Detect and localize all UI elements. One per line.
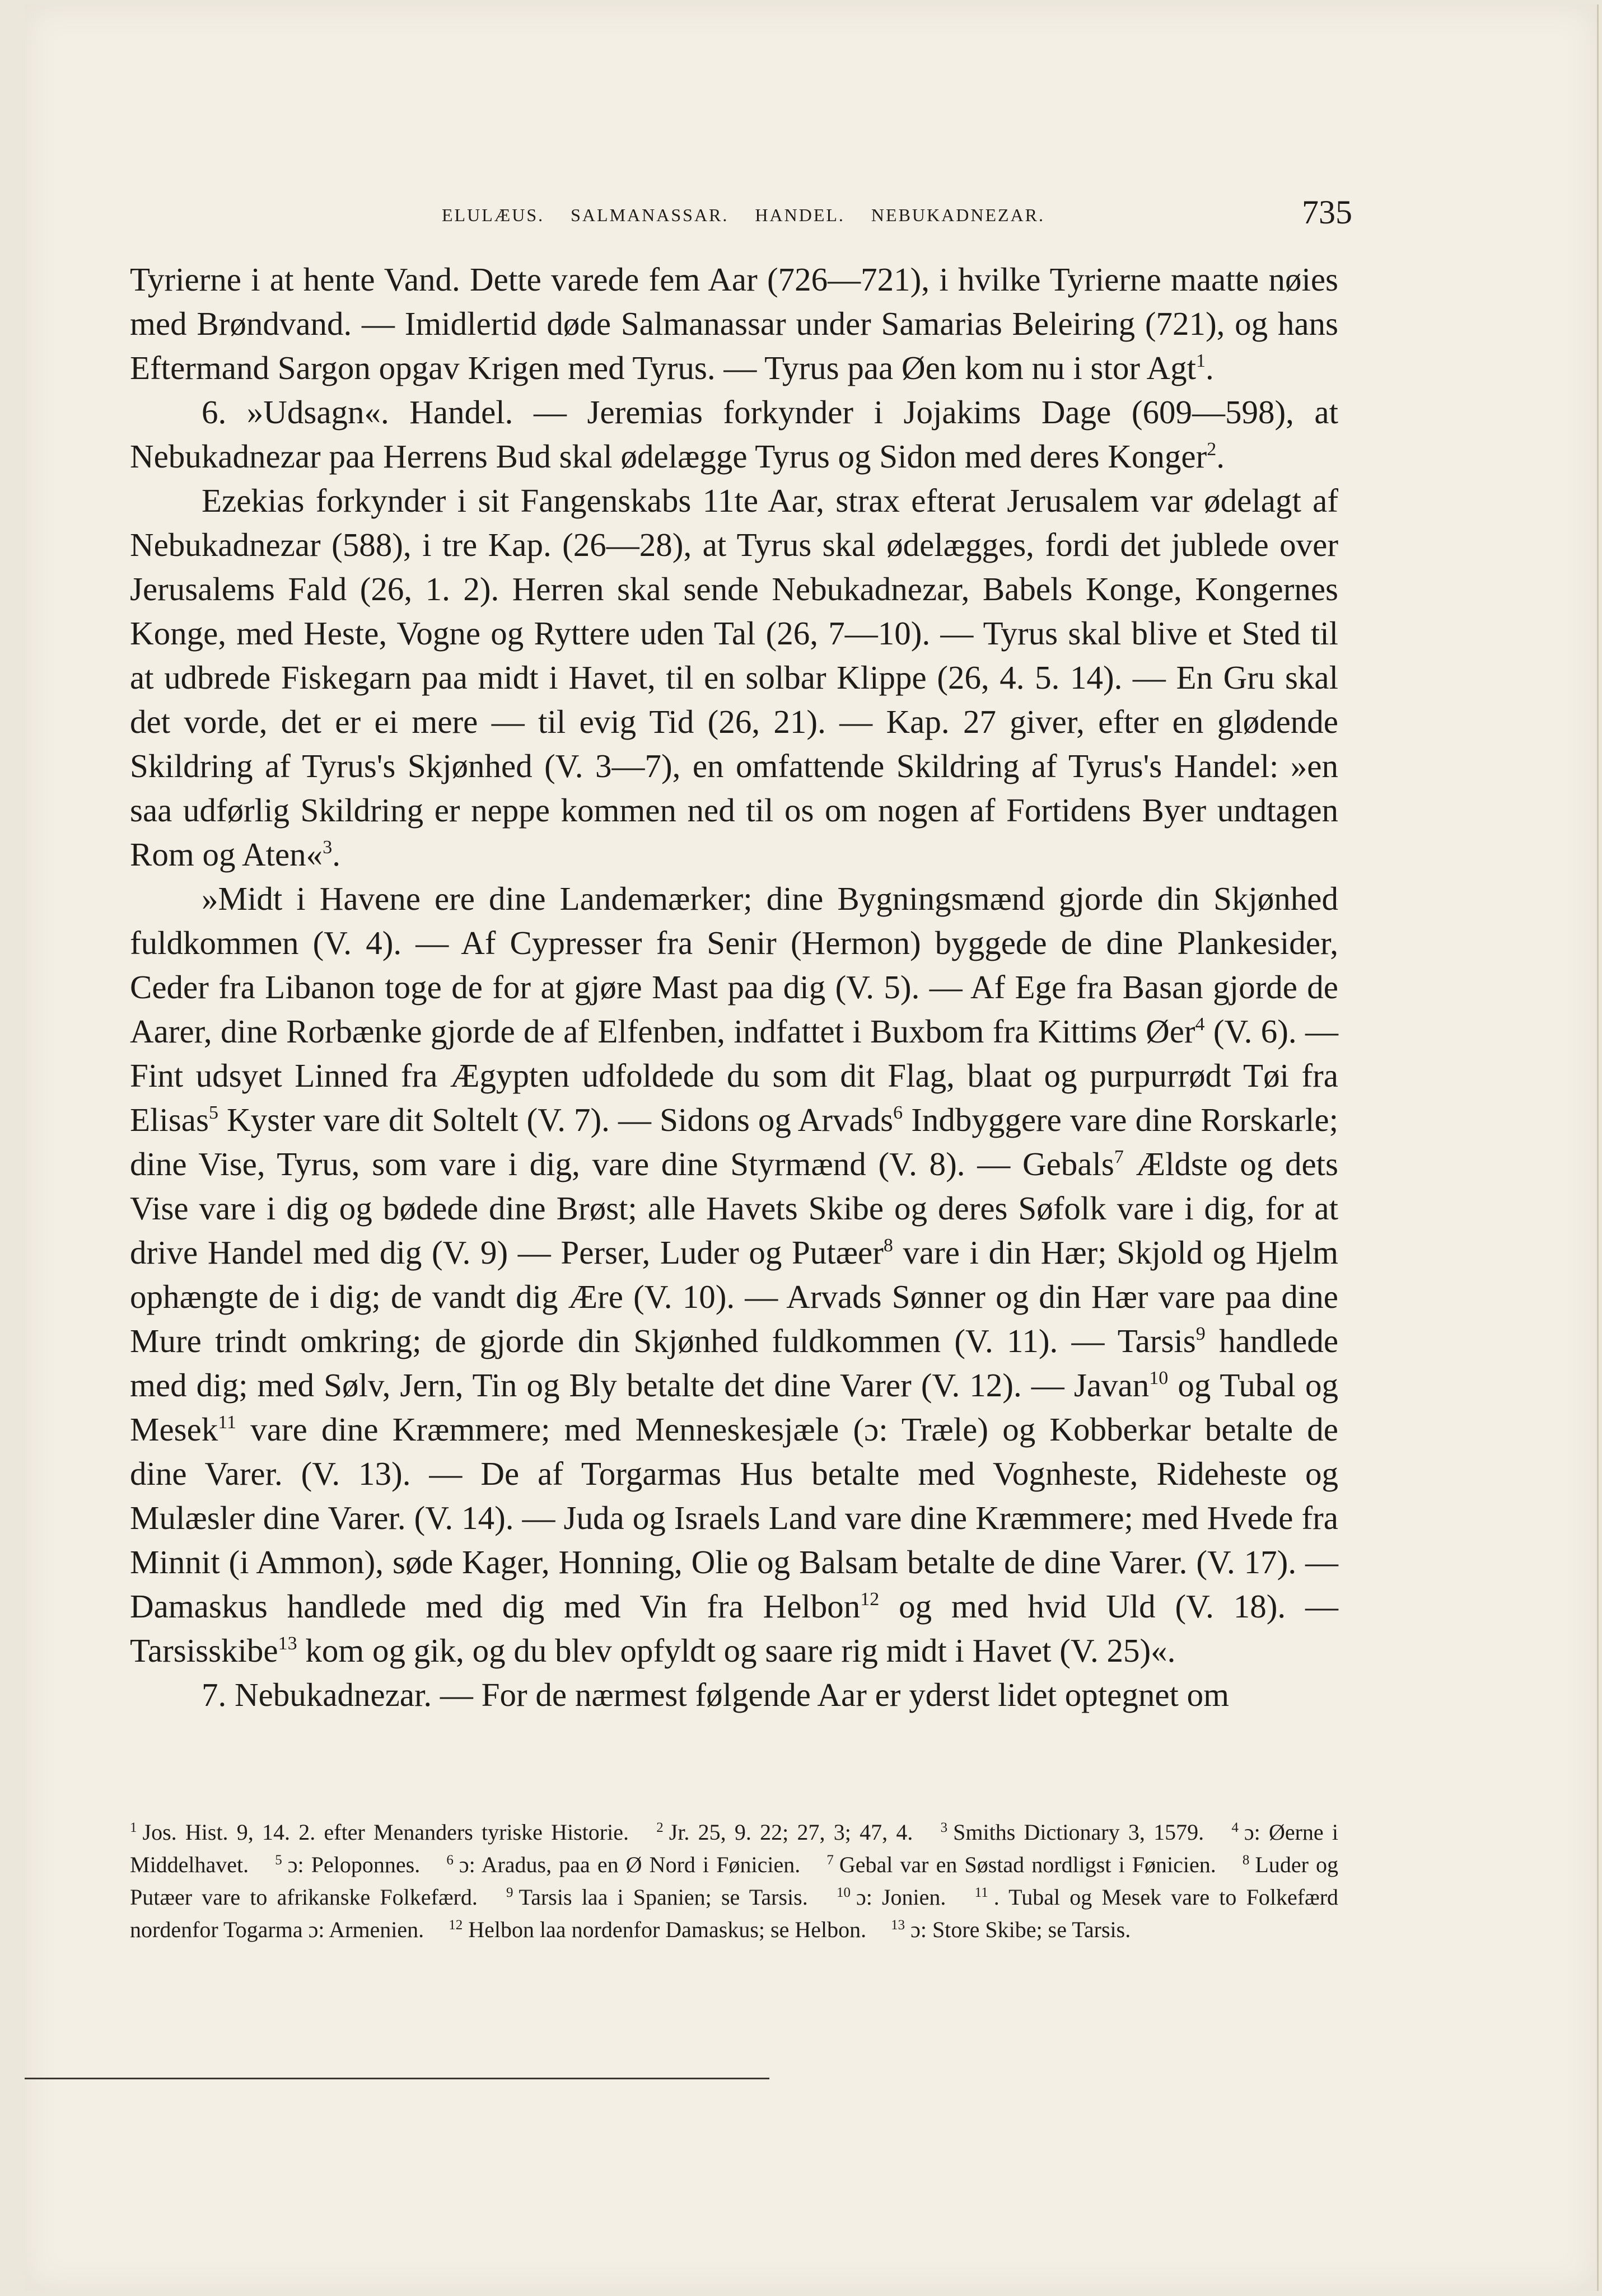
footnote-number: 8 bbox=[1242, 1853, 1250, 1868]
footnote-number: 7 bbox=[826, 1853, 834, 1868]
footnote bbox=[891, 1917, 1131, 1942]
page-number: 735 bbox=[1302, 194, 1352, 231]
paragraph-text: og med hvid Uld (V. 18). — Tarsisskibe bbox=[130, 1588, 1338, 1669]
paragraph bbox=[130, 1673, 1338, 1717]
footnote-number: 11 bbox=[974, 1885, 988, 1900]
footnote-ref: 12 bbox=[860, 1589, 880, 1610]
paragraph-text: 6. »Udsagn«. Handel. — Jeremias forkynder i Jojakims Dage (609—598), at Nebukadnezar paa Herrens Bud skal ødelægge Tyrus og Sidon med deres Konger bbox=[130, 394, 1338, 475]
paragraph-text: (V. 6). — Fint udsyet Linned fra Ægypten udfoldede du som dit Flag, blaat og purpurrødt Tøi fra Elisas bbox=[130, 1013, 1338, 1138]
footnote-text: ɔ: Jonien. bbox=[856, 1885, 946, 1910]
footnote-number: 4 bbox=[1231, 1820, 1239, 1835]
footnote bbox=[826, 1852, 1216, 1877]
paragraph-text: Indbyggere vare dine Rorskarle; dine Vise, Tyrus, som vare i dig, vare dine Styrmænd (V. 8). — Gebals bbox=[130, 1101, 1338, 1182]
footnote-text: ɔ: Store Skibe; se Tarsis. bbox=[910, 1917, 1131, 1942]
paragraph-text: vare i din Hær; Skjold og Hjelm ophængte de i dig; de vandt dig Ære (V. 10). — Arvads Sønner og din Hær vare paa dine Mure trindt omkring; de gjorde din Skjønhed fuldkommen (V. 11). — Tarsis bbox=[130, 1234, 1339, 1359]
footnote bbox=[941, 1820, 1204, 1845]
footnote-number: 12 bbox=[449, 1918, 463, 1933]
footnote-number: 9 bbox=[506, 1885, 513, 1900]
page-rule bbox=[25, 2078, 769, 2079]
footnote-ref: 3 bbox=[323, 837, 333, 858]
paragraph-text: vare dine Kræmmere; med Menneskesjæle (ɔ: Træle) og Kobberkar betalte de dine Varer. (V. 13). — De af Torgarmas Hus betalte med Vognheste, Rideheste og Mulæsler dine Varer. (V. 14). — Juda og Israels Land vare dine Kræmmere; med Hvede fra Minnit (i Ammon), søde Kager, Honning, Olie og Balsam betalte de dine Varer. (V. 17). — Damaskus handlede med dig med Vin fra Helbon bbox=[130, 1411, 1338, 1625]
paragraph-text: . bbox=[332, 836, 340, 873]
footnote-text: ɔ: Øerne i Middelhavet. bbox=[130, 1820, 1339, 1877]
paragraph-text: »Midt i Havene ere dine Landemærker; dine Bygningsmænd gjorde din Skjønhed fuldkommen (V. 4). — Af Cypresser fra Senir (Hermon) byggede de dine Plankesider, Ceder fra Libanon toge de for at gjøre Mast paa dig (V. 5). — Af Ege fra Basan gjorde de Aarer, dine Rorbænke gjorde de af Elfenben, indfattet i Buxbom fra Kittims Øer bbox=[130, 880, 1338, 1050]
footnote-text: Jr. 25, 9. 22; 27, 3; 47, 4. bbox=[669, 1820, 913, 1845]
paragraph-text: handlede med dig; med Sølv, Jern, Tin og Bly betalte det dine Varer (V. 12). — Javan bbox=[130, 1322, 1339, 1404]
paragraph-text: og Tubal og Mesek bbox=[130, 1367, 1338, 1448]
footnote bbox=[449, 1917, 866, 1942]
footnote-text: . Tubal og Mesek vare to Folkefærd nordenfor Togarma ɔ: Armenien. bbox=[130, 1885, 1339, 1942]
paragraph-text: Tyrierne i at hente Vand. Dette varede fem Aar (726—721), i hvilke Tyrierne maatte nøies med Brøndvand. — Imidlertid døde Salmanassar under Samarias Beleiring (721), og hans Eftermand Sargon opgav Krigen med Tyrus. — Tyrus paa Øen kom nu i stor Agt bbox=[130, 261, 1338, 386]
paragraph bbox=[130, 390, 1338, 479]
book-page bbox=[25, 4, 1599, 2291]
footnote-text: ɔ: Aradus, paa en Ø Nord i Fønicien. bbox=[459, 1852, 801, 1877]
footnote-ref: 7 bbox=[1114, 1147, 1124, 1167]
footnote-ref: 4 bbox=[1195, 1014, 1205, 1035]
footnote-text: Gebal var en Søstad nordligst i Fønicien. bbox=[839, 1852, 1216, 1877]
footnote-ref: 13 bbox=[278, 1633, 297, 1654]
footnote-ref: 10 bbox=[1149, 1368, 1169, 1388]
paragraph-text: Ældste og dets Vise vare i dig og bødede dine Brøst; alle Havets Skibe og deres Søfolk vare i dig, for at drive Handel med dig (V. 9) — Perser, Luder og Putæer bbox=[130, 1145, 1338, 1271]
paragraph-text: 7. Nebukadnezar. — For de nærmest følgende Aar er yderst lidet optegnet om bbox=[202, 1676, 1230, 1713]
header-part: SALMANASSAR. bbox=[571, 205, 729, 225]
paragraph-text: . bbox=[1216, 438, 1225, 475]
paragraph-text: kom og gik, og du blev opfyldt og saare rig midt i Havet (V. 25)«. bbox=[297, 1632, 1176, 1669]
footnote-text: Luder og Putæer vare to afrikanske Folkefærd. bbox=[130, 1852, 1339, 1910]
footnote-number: 10 bbox=[836, 1885, 851, 1900]
footnote-text: Tarsis laa i Spanien; se Tarsis. bbox=[519, 1885, 808, 1910]
header-part: ELULÆUS. bbox=[442, 205, 545, 225]
footnote bbox=[656, 1820, 913, 1845]
footnote-ref: 6 bbox=[893, 1102, 903, 1123]
footnote-number: 6 bbox=[446, 1853, 454, 1868]
footnote bbox=[130, 1820, 629, 1845]
paragraph-text: Kyster vare dit Soltelt (V. 7). — Sidons og Arvads bbox=[218, 1101, 894, 1138]
footnote-text: Helbon laa nordenfor Damaskus; se Helbon. bbox=[468, 1917, 867, 1942]
body-text bbox=[130, 258, 1338, 1717]
footnote bbox=[837, 1885, 946, 1910]
paragraph-text: Ezekias forkynder i sit Fangenskabs 11te Aar, strax efterat Jerusalem var ødelagt af Nebukadnezar (588), i tre Kap. (26—28), at Tyrus skal ødelægges, fordi det jublede over Jerusalems Fald (26, 1. 2). Herren skal sende Nebukadnezar, Babels Konge, Kongernes Konge, med Heste, Vogne og Ryttere uden Tal (26, 7—10). — Tyrus skal blive et Sted til at udbrede Fiskegarn paa midt i Havet, til en solbar Klippe (26, 4. 5. 14). — En Gru skal det vorde, det er ei mere — til evig Tid (26, 21). — Kap. 27 giver, efter en glødende Skildring af Tyrus's Skjønhed (V. 3—7), en omfattende Skildring af Tyrus's Handel: »en saa udførlig Skildring er neppe kommen ned til os om nogen af Fortidens Byer undtagen Rom og Aten« bbox=[130, 482, 1338, 873]
footnote-ref: 8 bbox=[883, 1235, 893, 1256]
footnote bbox=[446, 1852, 800, 1877]
footnote-ref: 2 bbox=[1207, 439, 1217, 460]
header-part: HANDEL. bbox=[755, 205, 845, 225]
footnote bbox=[506, 1885, 808, 1910]
footnote-number: 2 bbox=[656, 1820, 664, 1835]
footnote-text: ɔ: Peloponnes. bbox=[287, 1852, 421, 1877]
paragraph-text: . bbox=[1206, 349, 1214, 386]
footnote-text: Smiths Dictionary 3, 1579. bbox=[953, 1820, 1204, 1845]
footnotes bbox=[130, 1816, 1338, 1946]
footnote bbox=[275, 1852, 420, 1877]
footnote-ref: 9 bbox=[1195, 1324, 1206, 1344]
paragraph bbox=[130, 877, 1338, 1673]
footnote-number: 13 bbox=[891, 1918, 905, 1933]
footnote-text: Jos. Hist. 9, 14. 2. efter Menanders tyriske Historie. bbox=[142, 1820, 629, 1845]
footnote-number: 3 bbox=[940, 1820, 948, 1835]
footnote-number: 5 bbox=[275, 1853, 282, 1868]
footnote-ref: 5 bbox=[208, 1102, 218, 1123]
header-part: NEBUKADNEZAR. bbox=[871, 205, 1045, 225]
footnote-ref: 11 bbox=[218, 1412, 237, 1433]
footnote-ref: 1 bbox=[1196, 350, 1206, 371]
paragraph bbox=[130, 479, 1338, 877]
paragraph bbox=[130, 258, 1338, 390]
footnote-number: 1 bbox=[130, 1820, 137, 1835]
